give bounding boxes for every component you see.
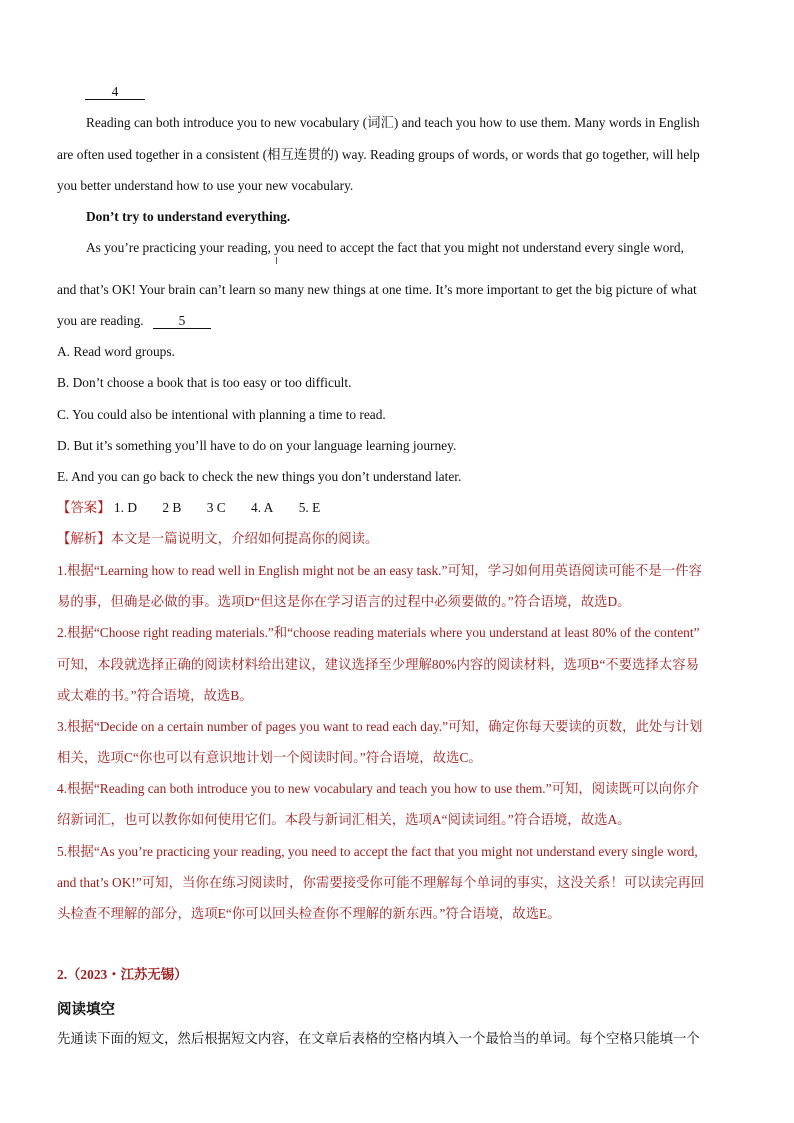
option-b: B. Don’t choose a book that is too easy or too difficult.: [57, 375, 352, 390]
analysis-line: 1.根据“Learning how to read well in English might not be an easy task.”可知，学习如何用英语阅读可能不是一件容: [57, 563, 702, 578]
analysis-intro: 本文是一篇说明文，介绍如何提高你的阅读。: [110, 531, 379, 546]
paragraph-5-line-3-text: you are reading.: [57, 313, 144, 328]
option-a: A. Read word groups.: [57, 344, 175, 359]
analysis-line: 相关，选项C“你也可以有意识地计划一个阅读时间。”符合语境，故选C。: [57, 750, 482, 765]
answer-line: [57, 499, 738, 517]
question-title: 2.（2023・江苏无锡）: [57, 967, 188, 982]
analysis-line: 5.根据“As you’re practicing your reading, you need to accept the fact that you might not understand every single word,: [57, 844, 698, 859]
analysis-line: 头检查不理解的部分，选项E“你可以回头检查你不理解的新东西。”符合语境，故选E。: [57, 906, 561, 921]
analysis-line: 2.根据“Choose right reading materials.”和“choose reading materials where you understand at least 80% of the content”: [57, 625, 700, 640]
analysis-label: 【解析】: [57, 531, 111, 546]
blank-4-line: [85, 83, 738, 101]
option-e: E. And you can go back to check the new things you don’t understand later.: [57, 469, 462, 484]
answer-item-4: 4. A: [251, 500, 274, 515]
option-d: D. But it’s something you’ll have to do on your language learning journey.: [57, 438, 457, 453]
analysis-line: 3.根据“Decide on a certain number of pages you want to read each day.”可知，确定你每天要读的页数，此处与计划: [57, 719, 703, 734]
subheading: Don’t try to understand everything.: [86, 209, 291, 224]
analysis-line: 可知，本段就选择正确的阅读材料给出建议，建议选择至少理解80%内容的阅读材料，选项B“不要选择太容易: [57, 657, 699, 672]
analysis-intro-line: [57, 530, 738, 548]
analysis-line: 易的事，但确是必做的事。选项D“但这是你在学习语言的过程中必须要做的。”符合语境，故选D。: [57, 594, 631, 609]
paragraph-5-line-1: As you’re practicing your reading, you need to accept the fact that you might not understand every single word,: [86, 240, 684, 255]
blank-4: 4: [85, 84, 145, 100]
paragraph-5-line-3: [57, 312, 738, 330]
stray-mark: [276, 257, 277, 264]
section-heading: 阅读填空: [57, 1002, 115, 1018]
option-c: C. You could also be intentional with planning a time to read.: [57, 407, 386, 422]
paragraph-5-line-2: and that’s OK! Your brain can’t learn so many new things at one time. It’s more important to get the big picture of what: [57, 282, 697, 297]
analysis-line: 或太难的书。”符合语境，故选B。: [57, 688, 253, 703]
paragraph-4-line-2: are often used together in a consistent (相互连贯的) way. Reading groups of words, or words that go together, will help: [57, 147, 700, 162]
instruction-line: 先通读下面的短文，然后根据短文内容，在文章后表格的空格内填入一个最恰当的单词。每个空格只能填一个: [57, 1031, 700, 1046]
answer-label: 【答案】: [57, 500, 111, 515]
paragraph-4-line-3: you better understand how to use your new vocabulary.: [57, 178, 354, 193]
analysis-line: and that’s OK!”可知，当你在练习阅读时，你需要接受你可能不理解每个单词的事实，这没关系！可以读完再回: [57, 875, 705, 890]
paragraph-4-line-1: Reading can both introduce you to new vocabulary (词汇) and teach you how to use them. Many words in English: [86, 115, 700, 130]
answer-item-1: 1. D: [113, 500, 137, 515]
blank-5: 5: [153, 313, 211, 329]
analysis-line: 4.根据“Reading can both introduce you to new vocabulary and teach you how to use them.”可知，阅读既可以向你介: [57, 781, 699, 796]
answer-item-3: 3 C: [206, 500, 226, 515]
analysis-line: 绍新词汇，也可以教你如何使用它们。本段与新词汇相关，选项A“阅读词组。”符合语境，故选A。: [57, 812, 631, 827]
answer-item-5: 5. E: [298, 500, 321, 515]
answer-item-2: 2 B: [162, 500, 182, 515]
